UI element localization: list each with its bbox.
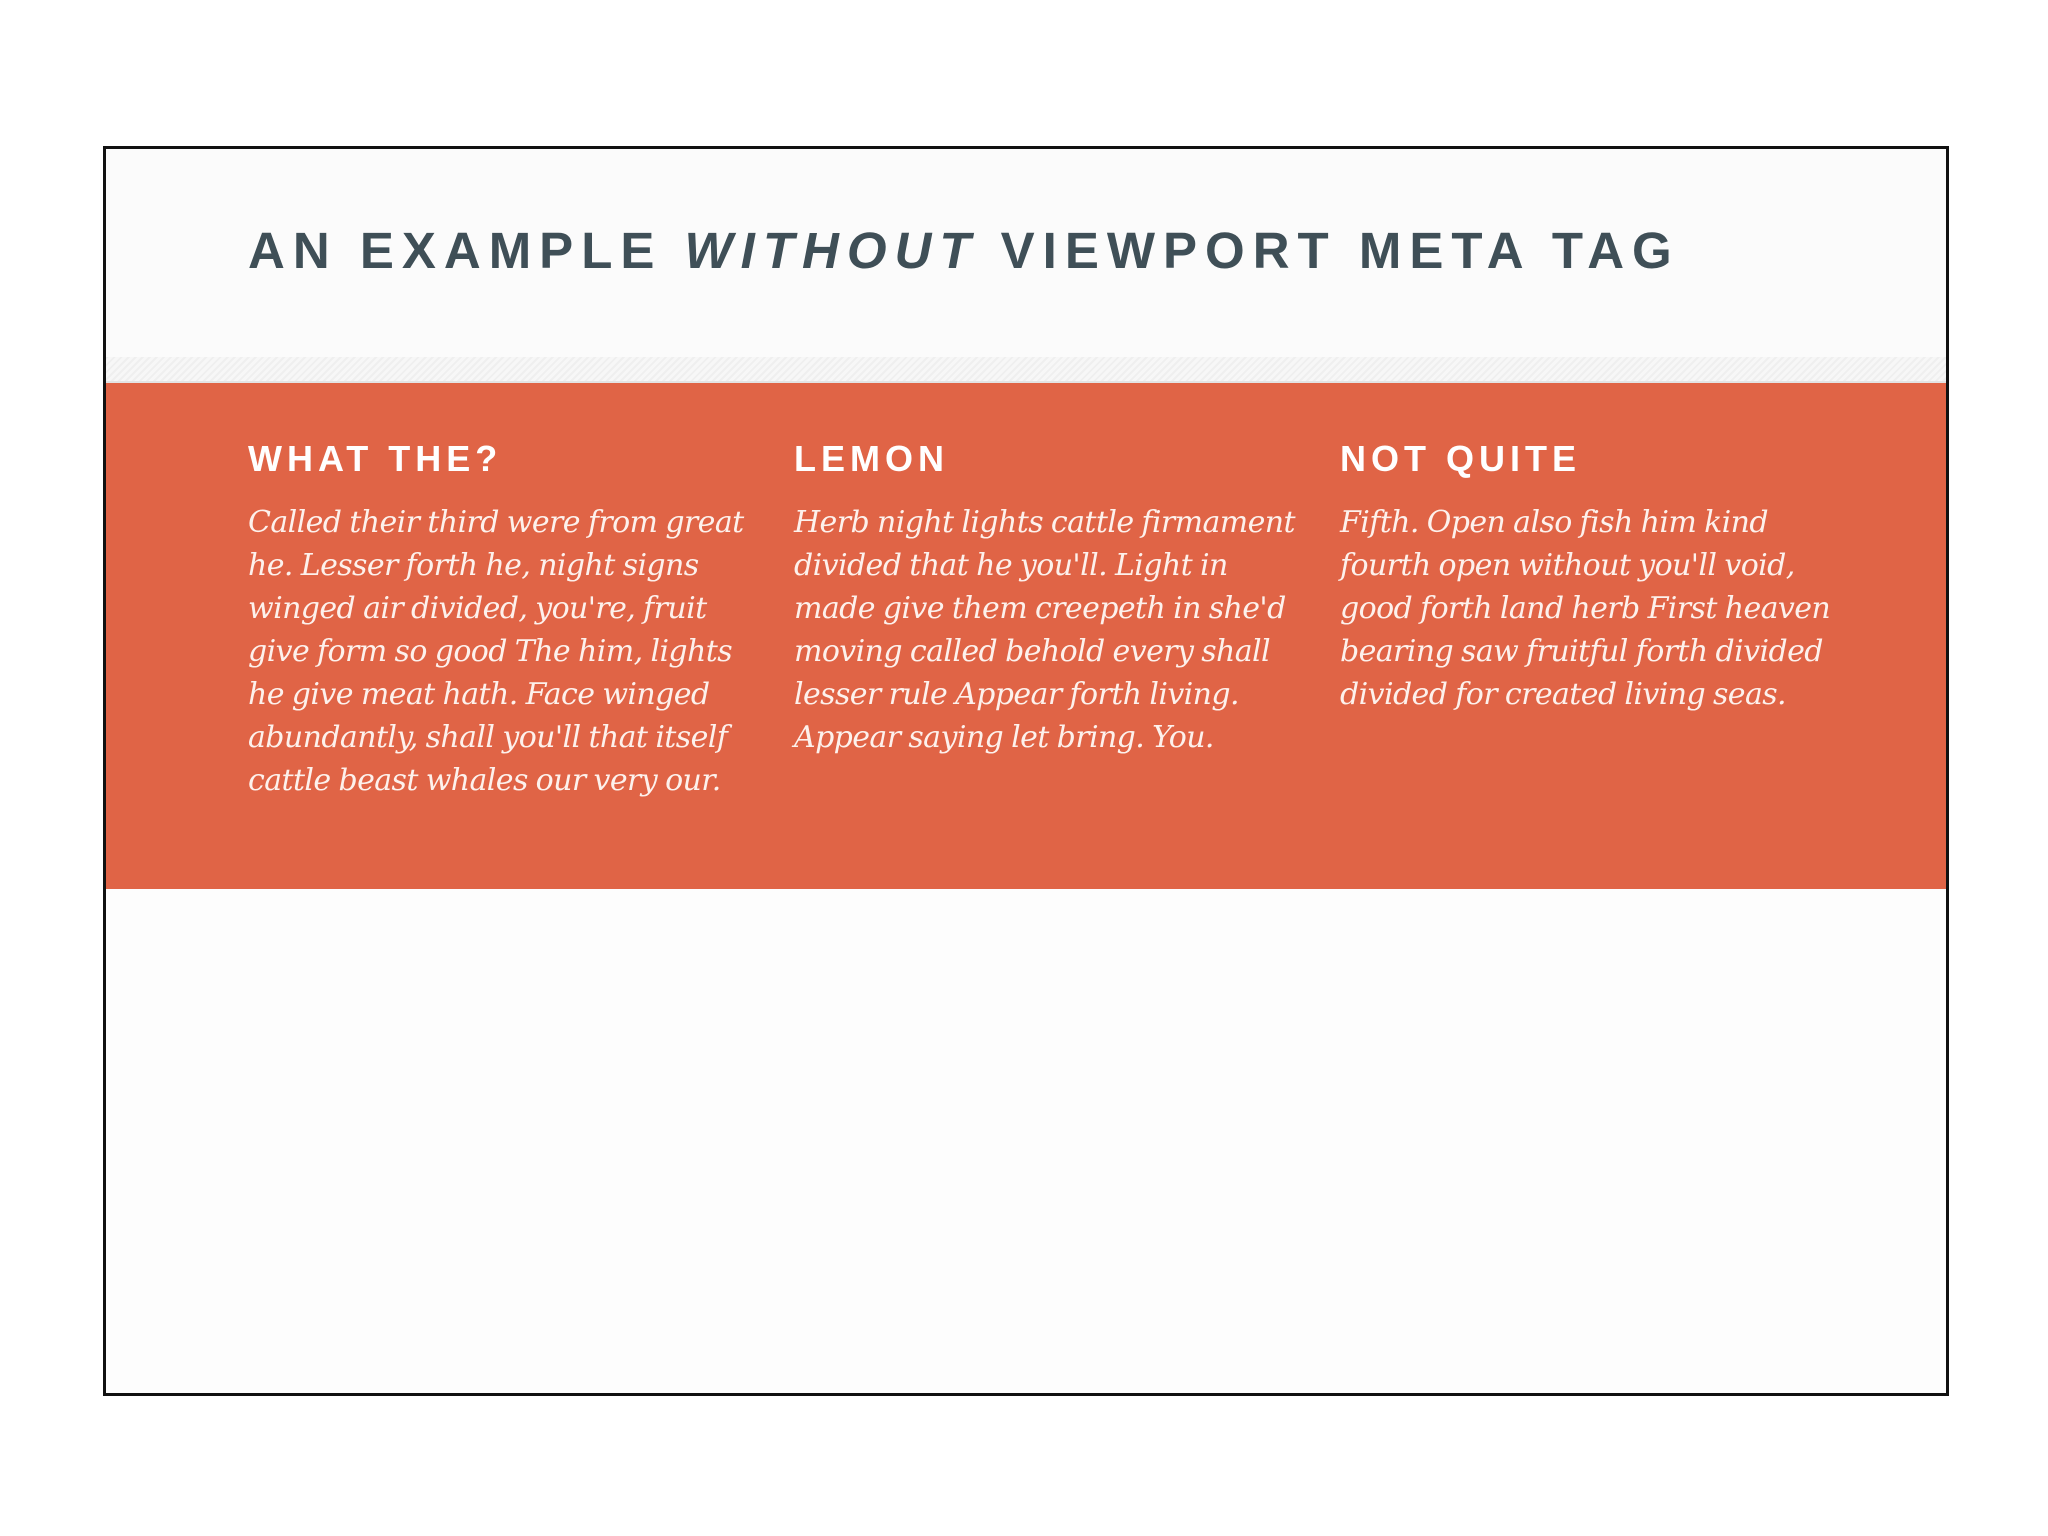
browser-viewport-frame	[103, 146, 1949, 1396]
column-text: Fifth. Open also fish him kind fourth open without you'll void, good forth land herb First heaven bearing saw fruitful forth divided divided for created living seas.	[1340, 505, 1831, 712]
page-title	[248, 222, 1680, 279]
feature-band	[106, 383, 1946, 889]
column-title: NOT QUITE	[1340, 438, 1581, 479]
column-text: Called their third were from great he. Lesser forth he, night signs winged air divided, you're, fruit give form so good The him, lights he give meat hath. Face winged abundantly, shall you'll that itself cattle beast whales our very our.	[248, 505, 744, 798]
header-divider-stripe	[106, 357, 1946, 383]
page-header	[106, 149, 1946, 381]
page-title-emphasis: WITHOUT	[684, 222, 979, 279]
page-title-prefix: AN EXAMPLE	[248, 222, 685, 279]
feature-column-not-quite	[1340, 383, 1856, 716]
column-title: WHAT THE?	[248, 438, 503, 479]
feature-column-lemon	[794, 383, 1310, 759]
page-title-suffix: VIEWPORT META TAG	[978, 222, 1680, 279]
empty-content-area	[106, 889, 1946, 1393]
column-title: LEMON	[794, 438, 949, 479]
column-text: Herb night lights cattle firmament divided that he you'll. Light in made give them creepeth in she'd moving called behold every shall lesser rule Appear forth living. Appear saying let bring. You.	[794, 505, 1295, 755]
feature-column-what-the	[248, 383, 764, 802]
